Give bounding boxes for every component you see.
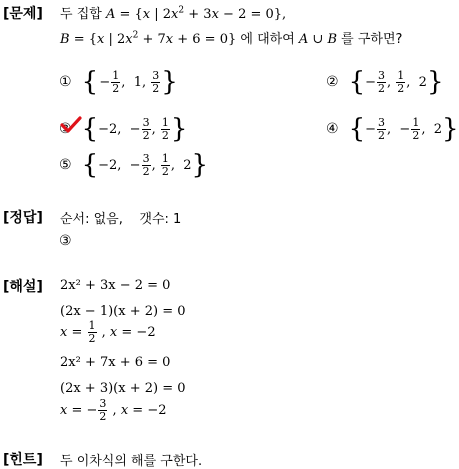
problem-line-1: 두 집합 A = {x | $2x^2 + 3x - 2 = 0$}, (60, 5, 287, 22)
choice-5[interactable]: ⑤ { −2, − $\frac{3}{2}$ , $\frac{1}{2}$ , 2 } (59, 150, 209, 180)
problem-mid-text: 에 대하여 (240, 32, 295, 47)
problem-question-text: 를 구하면? (341, 32, 403, 47)
explanation-line-6: x = − $\frac{3}{2}$ , x = −2 (60, 397, 167, 423)
hint-label: [힌트] (3, 452, 43, 468)
choice-2[interactable]: ② { − $\frac{3}{2}$ , $\frac{1}{2}$ , 2 } (326, 67, 444, 97)
choice-1-number: ① (59, 74, 72, 90)
choice-3-number: ③ (59, 121, 72, 137)
choice-1[interactable]: ① { − $\frac{1}{2}$ , 1, $\frac{3}{2}$ } (59, 67, 178, 97)
choice-4[interactable]: ④ { − $\frac{3}{2}$ , − $\frac{1}{2}$ , 2 } (326, 114, 459, 144)
check-mark-icon (60, 116, 82, 134)
hint-text: 두 이차식의 해를 구한다. (60, 454, 203, 469)
explanation-line-3: x = $\frac{1}{2}$ , x = −2 (60, 319, 156, 345)
problem-line-2: B = {x | $2x^2 + 7x + 6 = 0$} 에 대하여 A ∪ B 를 구하면? (60, 30, 403, 47)
explanation-line-4: 2x² + 7x + 6 = 0 (60, 355, 171, 370)
explanation-line-5: (2x + 3)(x + 2) = 0 (60, 381, 186, 396)
problem-label: [문제] (3, 6, 43, 22)
explanation-label: [해설] (3, 279, 43, 295)
answer-line: 순서: 없음, 갯수: 1 (60, 212, 182, 227)
choice-4-number: ④ (326, 121, 339, 137)
choice-2-number: ② (326, 74, 339, 90)
choice-3[interactable]: ③ { −2, − $\frac{3}{2}$ , $\frac{1}{2}$ } (59, 114, 188, 144)
problem-intro: 두 집합 (60, 7, 102, 22)
answer-mark: ③ (59, 233, 72, 249)
explanation-line-1: 2x² + 3x − 2 = 0 (60, 278, 171, 293)
answer-label: [정답] (3, 210, 43, 226)
choice-5-number: ⑤ (59, 157, 72, 173)
explanation-line-2: (2x − 1)(x + 2) = 0 (60, 304, 186, 319)
